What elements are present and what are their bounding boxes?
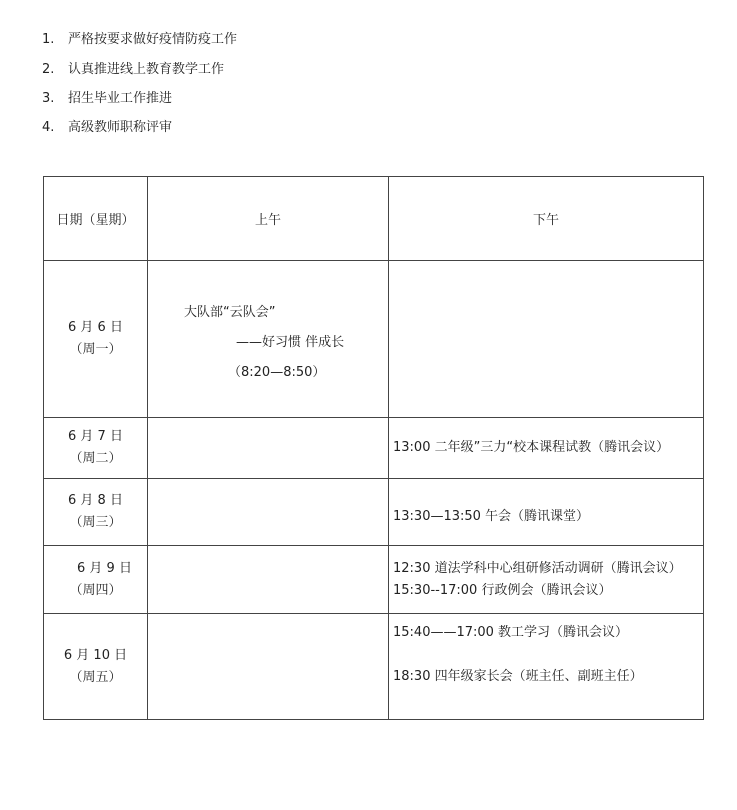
list-item: 2. 认真推进线上教育教学工作	[42, 62, 225, 77]
am-cell	[148, 418, 389, 479]
table-row	[44, 546, 704, 614]
date-cell: 6 月 8 日 （周三）	[44, 479, 148, 546]
table-row	[44, 614, 704, 720]
date-cell: 6 月 7 日 （周二）	[44, 418, 148, 479]
date-cell: 6 月 6 日 （周一）	[44, 261, 148, 418]
schedule-table	[43, 176, 704, 720]
date-cell: 6 月 9 日 （周四）	[44, 546, 148, 614]
list-item: 3. 招生毕业工作推进	[42, 91, 173, 106]
am-cell	[148, 479, 389, 546]
pm-cell: 13:30—13:50 午会（腾讯课堂）	[389, 479, 704, 546]
am-cell	[148, 614, 389, 720]
am-cell: 大队部“云队会” ——好习惯 伴成长 （8:20—8:50）	[148, 261, 389, 418]
list-item: 1. 严格按要求做好疫情防疫工作	[42, 32, 238, 47]
pm-cell: 13:00 二年级”三力“校本课程试教（腾讯会议）	[389, 418, 704, 479]
pm-cell: 15:40——17:00 教工学习（腾讯会议） 18:30 四年级家长会（班主任、副班主任）	[389, 614, 704, 720]
date-cell: 6 月 10 日 （周五）	[44, 614, 148, 720]
am-cell	[148, 546, 389, 614]
table-row	[44, 418, 704, 479]
table-header-row	[44, 177, 704, 261]
header-date: 日期（星期）	[44, 177, 148, 261]
table-row	[44, 479, 704, 546]
pm-cell: 12:30 道法学科中心组研修活动调研（腾讯会议） 15:30--17:00 行政例会（腾讯会议）	[389, 546, 704, 614]
pm-cell	[389, 261, 704, 418]
list-item: 4. 高级教师职称评审	[42, 120, 173, 135]
header-am: 上午	[148, 177, 389, 261]
table-row	[44, 261, 704, 418]
header-pm: 下午	[389, 177, 704, 261]
